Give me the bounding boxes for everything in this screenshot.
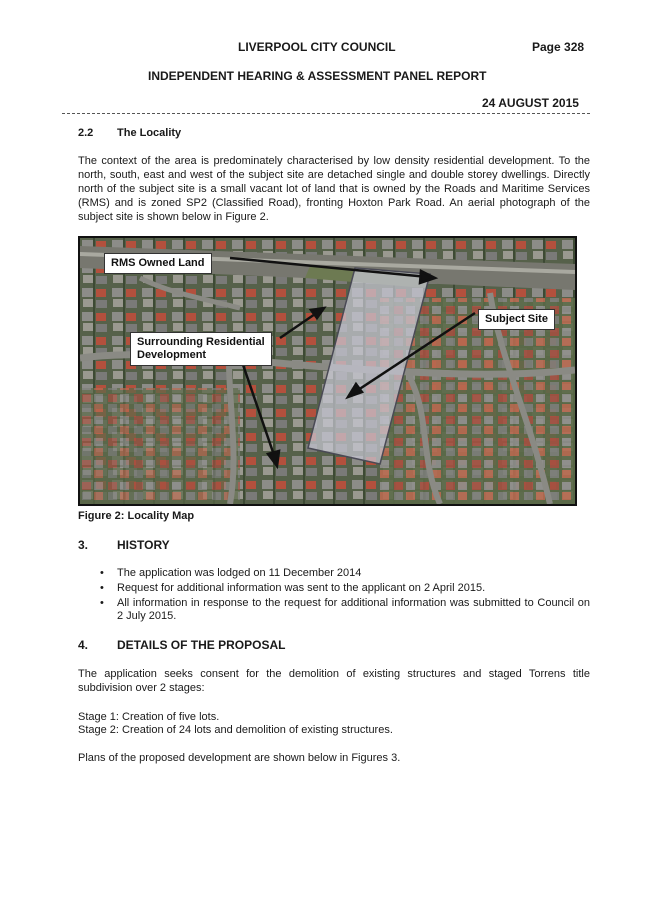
list-item	[100, 597, 590, 623]
bullet-icon: •	[100, 582, 104, 594]
report-title: INDEPENDENT HEARING & ASSESSMENT PANEL REPORT	[148, 69, 487, 83]
aerial-photo	[80, 238, 575, 504]
section-title-locality: The Locality	[117, 127, 182, 139]
surrounding-development-label	[130, 332, 272, 366]
locality-map	[78, 236, 577, 506]
surrounding-label-line2: Development	[137, 349, 207, 361]
section-number-locality: 2.2	[78, 127, 94, 139]
surrounding-label-line1: Surrounding Residential	[137, 336, 265, 348]
page-number: Page 328	[532, 40, 585, 54]
history-bullet-text: Request for additional information was sent to the applicant on 2 April 2015.	[117, 582, 486, 594]
stage-2-text: Stage 2: Creation of 24 lots and demolition of existing structures.	[78, 724, 393, 736]
report-date: 24 AUGUST 2015	[482, 96, 579, 110]
section-title-proposal: DETAILS OF THE PROPOSAL	[117, 638, 286, 652]
locality-paragraph: The context of the area is predominately characterised by low density residential development. To the north, south, east and west of the subject site are detached single and double storey dwellings. Directly north of the subject site is a small vacant lot of land that is owned by the Roads and Maritime Services (RMS) and is zoned SP2 (Classified Road), fronting Hoxton Park Road. An aerial photograph of the subject site is shown below in Figure 2.	[78, 155, 590, 223]
plans-reference: Plans of the proposed development are shown below in Figures 3.	[78, 752, 401, 764]
stage-1-text: Stage 1: Creation of five lots.	[78, 711, 220, 723]
bullet-icon: •	[100, 567, 104, 579]
header-divider	[62, 113, 590, 114]
history-bullet-text: All information in response to the request for additional information was submitted to Council on 2 July 2015.	[117, 597, 590, 622]
figure-caption: Figure 2: Locality Map	[78, 510, 195, 522]
list-item	[100, 567, 590, 580]
council-name: LIVERPOOL CITY COUNCIL	[238, 40, 396, 54]
proposal-intro: The application seeks consent for the demolition of existing structures and staged Torrens title subdivision over 2 stages:	[78, 668, 590, 694]
bullet-icon: •	[100, 597, 104, 609]
history-bullet-text: The application was lodged on 11 December 2014	[117, 567, 362, 579]
subject-site-label: Subject Site	[478, 309, 555, 330]
rms-owned-land-label: RMS Owned Land	[104, 253, 212, 274]
section-title-history: HISTORY	[117, 538, 170, 552]
list-item	[100, 582, 590, 595]
section-number-proposal: 4.	[78, 638, 89, 652]
section-number-history: 3.	[78, 538, 89, 552]
